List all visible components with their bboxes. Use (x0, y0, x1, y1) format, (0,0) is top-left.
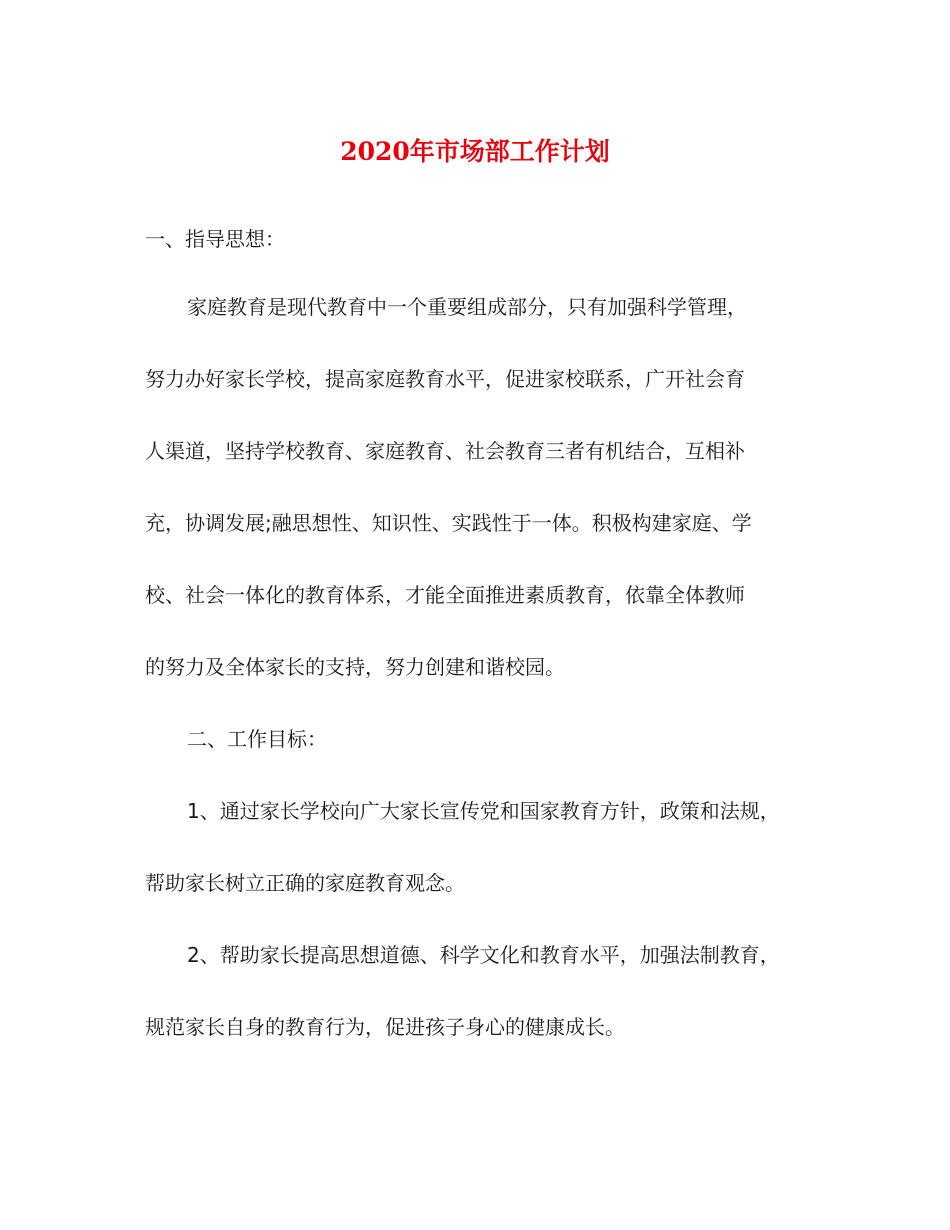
paragraph-line: 的努力及全体家长的支持，努力创建和谐校园。 (145, 655, 565, 679)
paragraph-line: 2、帮助家长提高思想道德、科学文化和教育水平，加强法制教育， (187, 943, 780, 967)
document-title: 2020年市场部工作计划 (340, 137, 610, 166)
paragraph-line: 帮助家长树立正确的家庭教育观念。 (145, 871, 465, 895)
section-heading-work-goals: 二、工作目标： (187, 727, 327, 751)
paragraph-line: 人渠道，坚持学校教育、家庭教育、社会教育三者有机结合，互相补 (145, 439, 745, 463)
paragraph-line: 规范家长自身的教育行为，促进孩子身心的健康成长。 (145, 1015, 625, 1039)
paragraph-line: 充，协调发展;融思想性、知识性、实践性于一体。积极构建家庭、学 (145, 511, 752, 535)
paragraph-line: 校、社会一体化的教育体系，才能全面推进素质教育，依靠全体教师 (145, 583, 745, 607)
section-heading-guiding-thought: 一、指导思想： (145, 227, 285, 251)
paragraph-line: 努力办好家长学校，提高家庭教育水平，促进家校联系，广开社会育 (145, 367, 745, 391)
paragraph-line: 家庭教育是现代教育中一个重要组成部分，只有加强科学管理， (187, 295, 747, 319)
paragraph-line: 1、通过家长学校向广大家长宣传党和国家教育方针，政策和法规， (187, 799, 780, 823)
